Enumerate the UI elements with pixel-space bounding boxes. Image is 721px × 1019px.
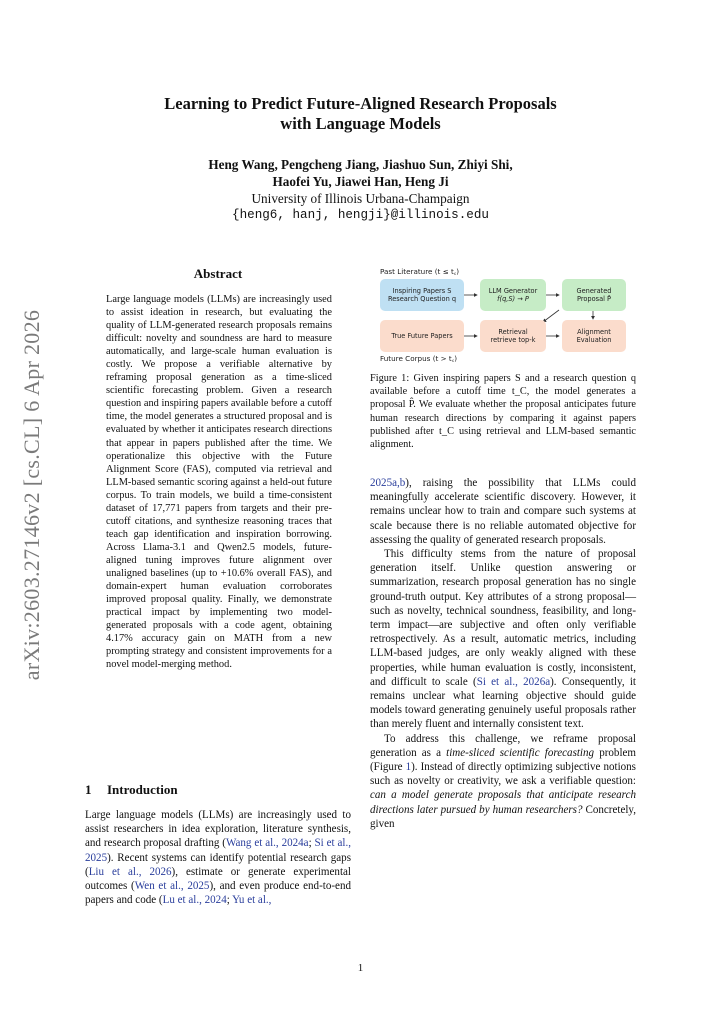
figure-1-diagram bbox=[377, 264, 635, 364]
citation-link[interactable]: Si et al., 2025 bbox=[85, 837, 351, 864]
affiliation: University of Illinois Urbana-Champaign bbox=[251, 191, 470, 206]
abstract-body bbox=[106, 293, 332, 671]
alignment-evaluation-box: Alignment Evaluation bbox=[562, 320, 626, 352]
true-future-papers-box: True Future Papers bbox=[380, 320, 464, 352]
figure-1-caption: Figure 1: Given inspiring papers S and a research question q available before a cutoff time t_C, the model generates a proposal P̂. We evaluate whether the proposal anticipates future human research directions by comparing it against papers published after t_C using retrieval and LLM-based semantic alignment. bbox=[370, 373, 636, 451]
past-literature-label: Past Literature (t ≤ t꜀) bbox=[380, 267, 460, 276]
author-block bbox=[0, 156, 721, 224]
intro-paragraph: Large language models (LLMs) are increasingly used to assist researchers in idea exploration, literature synthesis, and research proposal drafting (Wang et al., 2024a; Si et al., 2025). Recent systems can identify potential research gaps (Liu et al., 2026), estimate or generate experimental outcomes (Wen et al., 2025), and even produce end-to-end papers and code (Lu et al., 2024; Yu et al., bbox=[85, 809, 351, 907]
authors-line-1: Heng Wang, Pengcheng Jiang, Jiashuo Sun, Zhiyi Shi, bbox=[208, 157, 513, 172]
page-number: 1 bbox=[357, 962, 364, 974]
generated-proposal-box: Generated Proposal P̂ bbox=[562, 279, 626, 311]
citation-link[interactable]: 2025a,b bbox=[370, 477, 406, 489]
section-number: 1 bbox=[85, 782, 92, 797]
citation-link[interactable]: Si et al., 2026a bbox=[476, 675, 551, 688]
arxiv-stamp bbox=[12, 300, 52, 690]
abstract-heading: Abstract bbox=[193, 266, 243, 281]
right-column-body: 2025a,b), raising the possibility that LLMs could meaningfully accelerate scientific discovery. However, it remains unclear how to train and compare such systems at scale because there is no reliable automated objective for assessing the quality of generated research proposals. This difficulty stems from the nature of proposal generation itself. Unlike question answering or summarization, research proposal generation has no single ground-truth output. Key attributes of a strong proposal—such as novelty, technical soundness, feasibility, and long-term impact—are subjective and often only verifiable retrospectively. As a result, automatic metrics, including LLM-based judges, are only weakly aligned with these properties, while human evaluation is costly, inconsistent, and difficult to scale (Si et al., 2026a). Consequently, it remains unclear what learning objective should guide models toward generating genuinely useful proposals rather than merely fluent and internally consistent text. To address this challenge, we reframe proposal generation as a time-sliced scientific forecasting problem (Figure 1). Instead of directly optimizing subjective notions such as novelty or creativity, we ask a verifiable question: can a model generate proposals that anticipate research directions later pursued by human researchers? Concretely, given bbox=[370, 477, 637, 830]
section-heading bbox=[85, 782, 178, 798]
citation-link[interactable]: Liu et al., 2026 bbox=[88, 865, 172, 878]
citation-link[interactable]: Lu et al., 2024 bbox=[162, 894, 227, 907]
title-line-1: Learning to Predict Future-Aligned Research Proposals bbox=[164, 94, 557, 113]
citation-link[interactable]: Wang et al., 2024a bbox=[225, 837, 309, 850]
figure-link[interactable]: 1 bbox=[405, 761, 412, 774]
future-corpus-label: Future Corpus (t > t꜀) bbox=[380, 354, 458, 363]
retrieval-box: Retrieval retrieve top-k bbox=[480, 320, 546, 352]
abstract-text: Large language models (LLMs) are increasingly used to assist ideation in research, but evaluating the quality of LLM-generated research proposals remains difficult: novelty and soundness are hard to measure automatically, and large-scale human evaluation is costly. We propose a verifiable alternative by reframing proposal generation as a time-sliced scientific forecasting problem. Given a research question and inspiring papers available before a cutoff time, the model generates a structured proposal and is evaluated by whether it anticipates research directions that appear in papers published after the time. We operationalize this objective with the Future Alignment Score (FAS), computed via retrieval and LLM-based semantic scoring against a held-out future corpus. To train models, we build a time-consistent dataset of 17,771 papers from targets and their pre-cutoff citations, and synthesize reasoning traces that teach gap identification and inspiration borrowing. Across Llama-3.1 and Qwen2.5 models, future-aligned tuning improves future alignment over unaligned baselines (up to +10.6% overall FAS), and domain-expert human evaluation corroborates improved proposal quality. Finally, we demonstrate practical impact by implementing two model-generated proposals with a code agent, obtaining 4.17% accuracy gain on MATH from a new prompting strategy and consistent improvements for a novel model-merging method. bbox=[106, 294, 332, 671]
citation-link[interactable]: Wen et al., 2025 bbox=[134, 880, 210, 893]
llm-generator-box: LLM Generator f(q,S) → P bbox=[480, 279, 546, 311]
arxiv-id: arXiv:2603.27146v2 [cs.CL] 6 Apr 2026 bbox=[19, 309, 44, 681]
paper-title bbox=[0, 94, 721, 134]
inspiring-papers-box: Inspiring Papers S Research Question q bbox=[380, 279, 464, 311]
section-title: Introduction bbox=[107, 782, 178, 797]
authors-line-2: Haofei Yu, Jiawei Han, Heng Ji bbox=[272, 174, 449, 189]
title-line-2: with Language Models bbox=[280, 114, 441, 133]
citation-link[interactable]: Yu et al., bbox=[232, 894, 272, 907]
email: {heng6, hanj, hengji}@illinois.edu bbox=[232, 208, 489, 222]
